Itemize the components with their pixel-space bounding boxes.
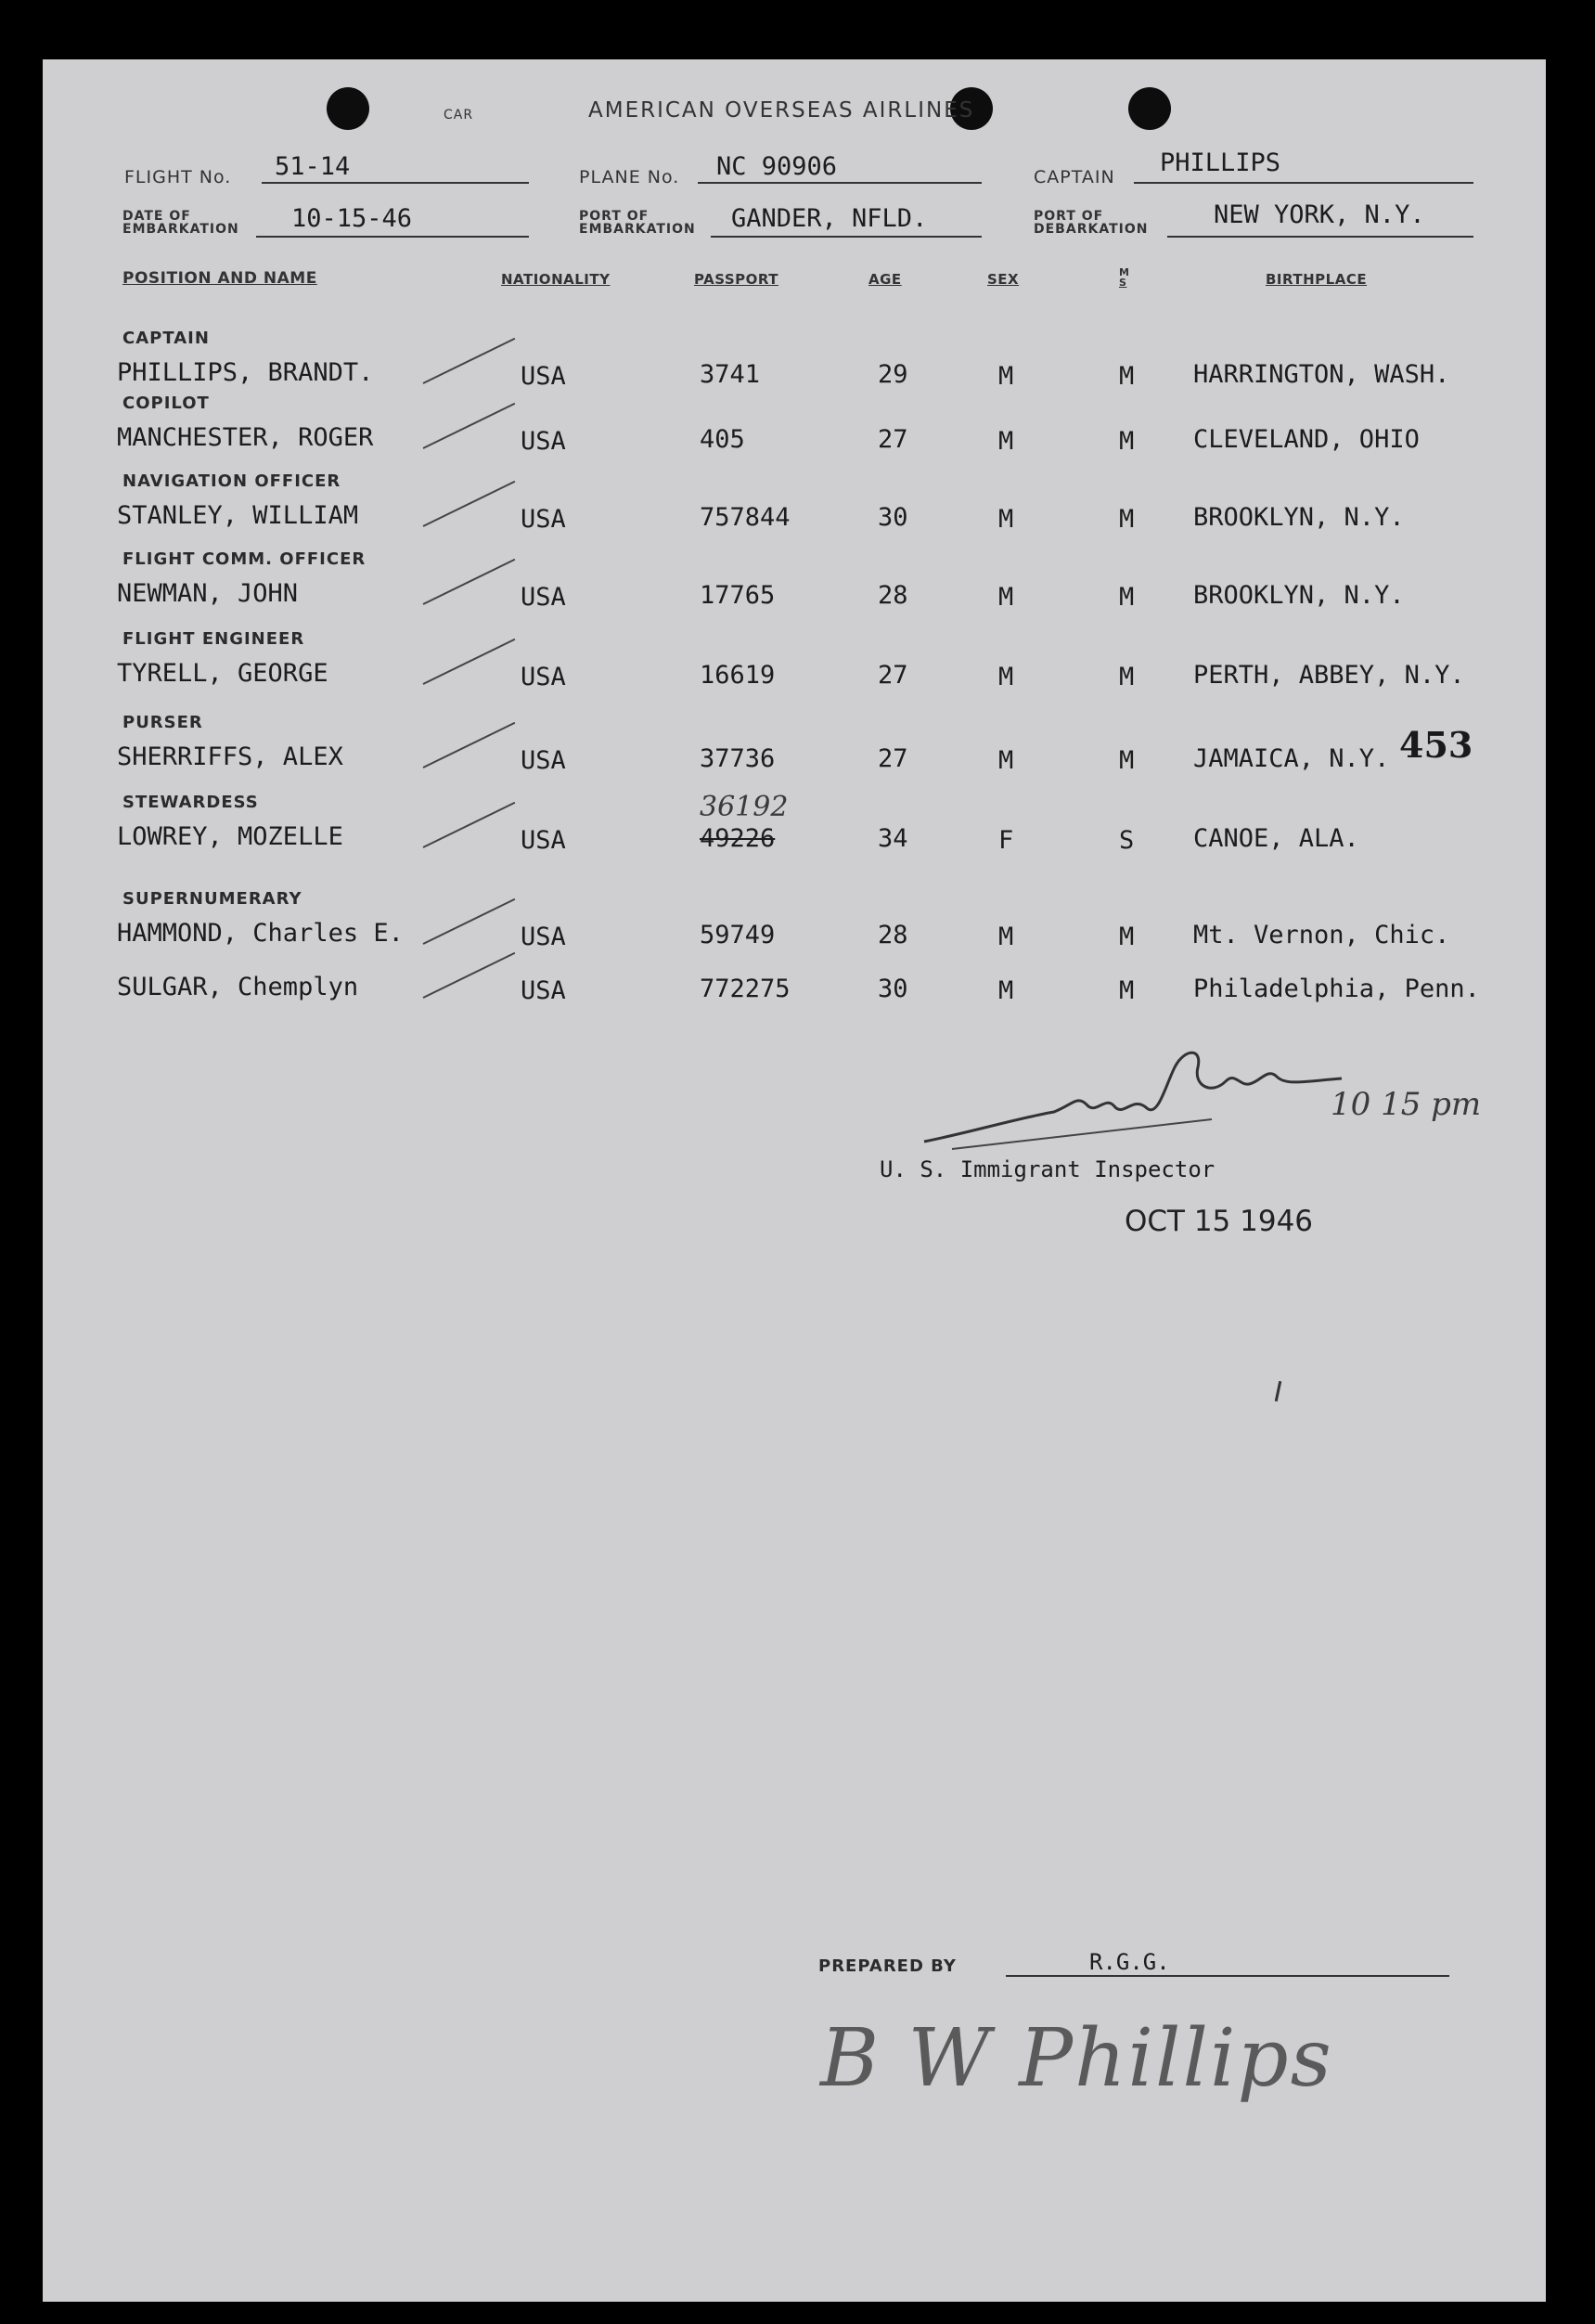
crew-nationality: USA <box>521 923 566 951</box>
check-mark <box>423 338 516 384</box>
crew-birthplace: HARRINGTON, WASH. <box>1193 360 1450 389</box>
crew-passport: 17765 <box>700 581 776 610</box>
crew-age: 27 <box>878 744 908 773</box>
crew-passport: 405 <box>700 425 745 454</box>
crew-age: 28 <box>878 581 908 610</box>
ink-speck <box>1275 1381 1282 1401</box>
check-mark <box>423 403 516 449</box>
crew-marital-status: M <box>1119 505 1135 534</box>
crew-nationality: USA <box>521 663 566 691</box>
crew-nationality: USA <box>521 746 566 775</box>
crew-marital-status: M <box>1119 746 1135 775</box>
check-mark <box>423 639 516 685</box>
punch-hole <box>327 87 369 130</box>
crew-position: PURSER <box>122 713 203 732</box>
crew-marital-status: M <box>1119 427 1135 456</box>
check-mark <box>423 898 516 945</box>
crew-sex: M <box>998 976 1014 1005</box>
crew-name: PHILLIPS, BRANDT. <box>117 358 374 387</box>
inspection-time: 10 15 pm <box>1331 1086 1482 1123</box>
crew-marital-status: M <box>1119 923 1135 951</box>
crew-name: HAMMOND, Charles E. <box>117 919 404 948</box>
port-debarkation: NEW YORK, N.Y. <box>1214 200 1425 229</box>
flight-no-label: FLIGHT No. <box>124 167 232 187</box>
crew-nationality: USA <box>521 976 566 1005</box>
crew-sex: M <box>998 505 1014 534</box>
col-sex: SEX <box>987 271 1020 288</box>
crew-name: SHERRIFFS, ALEX <box>117 742 343 771</box>
port-embarkation: GANDER, NFLD. <box>731 204 928 233</box>
crew-position: FLIGHT ENGINEER <box>122 629 305 649</box>
crew-position: COPILOT <box>122 394 210 413</box>
preparer-signature: B W Phillips <box>820 2012 1333 2105</box>
crew-name: STANLEY, WILLIAM <box>117 501 359 530</box>
carrier-label: CAR <box>444 108 474 123</box>
crew-nationality: USA <box>521 826 566 855</box>
crew-passport: 49226 <box>700 824 776 853</box>
check-mark <box>423 559 516 605</box>
port-embarkation-label: PORT OF EMBARKATION <box>579 209 696 237</box>
plane-no: NC 90906 <box>716 152 838 181</box>
crew-passport: 59749 <box>700 921 776 949</box>
crew-birthplace: CLEVELAND, OHIO <box>1193 425 1420 454</box>
crew-marital-status: M <box>1119 663 1135 691</box>
crew-passport: 772275 <box>700 975 791 1003</box>
captain-label: CAPTAIN <box>1034 167 1115 187</box>
crew-birthplace: CANOE, ALA. <box>1193 824 1359 853</box>
plane-no-label: PLANE No. <box>579 167 680 187</box>
crew-sex: M <box>998 583 1014 612</box>
flight-no: 51-14 <box>275 152 351 181</box>
field-rule <box>1134 182 1473 184</box>
crew-passport: 37736 <box>700 744 776 773</box>
crew-birthplace: Philadelphia, Penn. <box>1193 975 1480 1003</box>
crew-name: NEWMAN, JOHN <box>117 579 299 608</box>
prepared-by-label: PREPARED BY <box>818 1956 957 1976</box>
crew-position: STEWARDESS <box>122 793 259 812</box>
crew-age: 27 <box>878 661 908 690</box>
col-age: AGE <box>868 271 902 288</box>
crew-sex: M <box>998 362 1014 391</box>
crew-birthplace: PERTH, ABBEY, N.Y. <box>1193 661 1465 690</box>
col-birthplace: BIRTHPLACE <box>1266 271 1368 288</box>
crew-nationality: USA <box>521 583 566 612</box>
crew-name: SULGAR, Chemplyn <box>117 973 359 1001</box>
crew-sex: M <box>998 663 1014 691</box>
punch-hole <box>1128 87 1171 130</box>
airline-name: AMERICAN OVERSEAS AIRLINES <box>588 98 975 123</box>
crew-nationality: USA <box>521 505 566 534</box>
port-debarkation-label: PORT OF DEBARKATION <box>1034 209 1149 237</box>
crew-age: 29 <box>878 360 908 389</box>
passport-correction: 36192 <box>700 791 789 823</box>
crew-birthplace: JAMAICA, N.Y. <box>1193 744 1390 773</box>
col-marital-status: M S <box>1119 266 1130 289</box>
check-mark <box>423 722 516 768</box>
date-stamp: OCT 15 1946 <box>1125 1205 1314 1238</box>
crew-passport: 16619 <box>700 661 776 690</box>
crew-name: TYRELL, GEORGE <box>117 659 328 688</box>
col-nationality: NATIONALITY <box>501 271 611 288</box>
page-number: 453 <box>1399 724 1473 766</box>
inspector-title: U. S. Immigrant Inspector <box>880 1156 1216 1182</box>
field-rule <box>698 182 982 184</box>
crew-birthplace: BROOKLYN, N.Y. <box>1193 581 1405 610</box>
crew-marital-status: S <box>1119 826 1135 855</box>
col-passport: PASSPORT <box>694 271 779 288</box>
crew-sex: M <box>998 427 1014 456</box>
check-mark <box>423 952 516 999</box>
crew-position: SUPERNUMERARY <box>122 889 302 909</box>
crew-position: NAVIGATION OFFICER <box>122 471 341 491</box>
crew-age: 27 <box>878 425 908 454</box>
crew-age: 34 <box>878 824 908 853</box>
crew-sex: M <box>998 746 1014 775</box>
crew-name: LOWREY, MOZELLE <box>117 822 343 851</box>
crew-birthplace: BROOKLYN, N.Y. <box>1193 503 1405 532</box>
crew-position: CAPTAIN <box>122 329 210 348</box>
embarkation-date: 10-15-46 <box>291 204 413 233</box>
captain-name: PHILLIPS <box>1160 148 1281 177</box>
prepared-by: R.G.G. <box>1089 1949 1170 1975</box>
check-mark <box>423 802 516 848</box>
crew-position: FLIGHT COMM. OFFICER <box>122 549 367 569</box>
crew-age: 30 <box>878 503 908 532</box>
field-rule <box>711 236 982 238</box>
col-position-name: POSITION AND NAME <box>122 269 317 288</box>
crew-nationality: USA <box>521 427 566 456</box>
crew-age: 30 <box>878 975 908 1003</box>
crew-marital-status: M <box>1119 583 1135 612</box>
date-label: DATE OF EMBARKATION <box>122 209 239 237</box>
crew-marital-status: M <box>1119 976 1135 1005</box>
crew-passport: 757844 <box>700 503 791 532</box>
crew-nationality: USA <box>521 362 566 391</box>
crew-passport: 3741 <box>700 360 761 389</box>
field-rule <box>1006 1975 1449 1977</box>
crew-sex: F <box>998 826 1014 855</box>
crew-birthplace: Mt. Vernon, Chic. <box>1193 921 1450 949</box>
crew-sex: M <box>998 923 1014 951</box>
crew-marital-status: M <box>1119 362 1135 391</box>
field-rule <box>1167 236 1473 238</box>
crew-age: 28 <box>878 921 908 949</box>
field-rule <box>262 182 529 184</box>
field-rule <box>256 236 529 238</box>
crew-name: MANCHESTER, ROGER <box>117 423 374 452</box>
manifest-sheet <box>43 59 1546 2302</box>
check-mark <box>423 481 516 527</box>
inspector-signature <box>915 1030 1360 1151</box>
